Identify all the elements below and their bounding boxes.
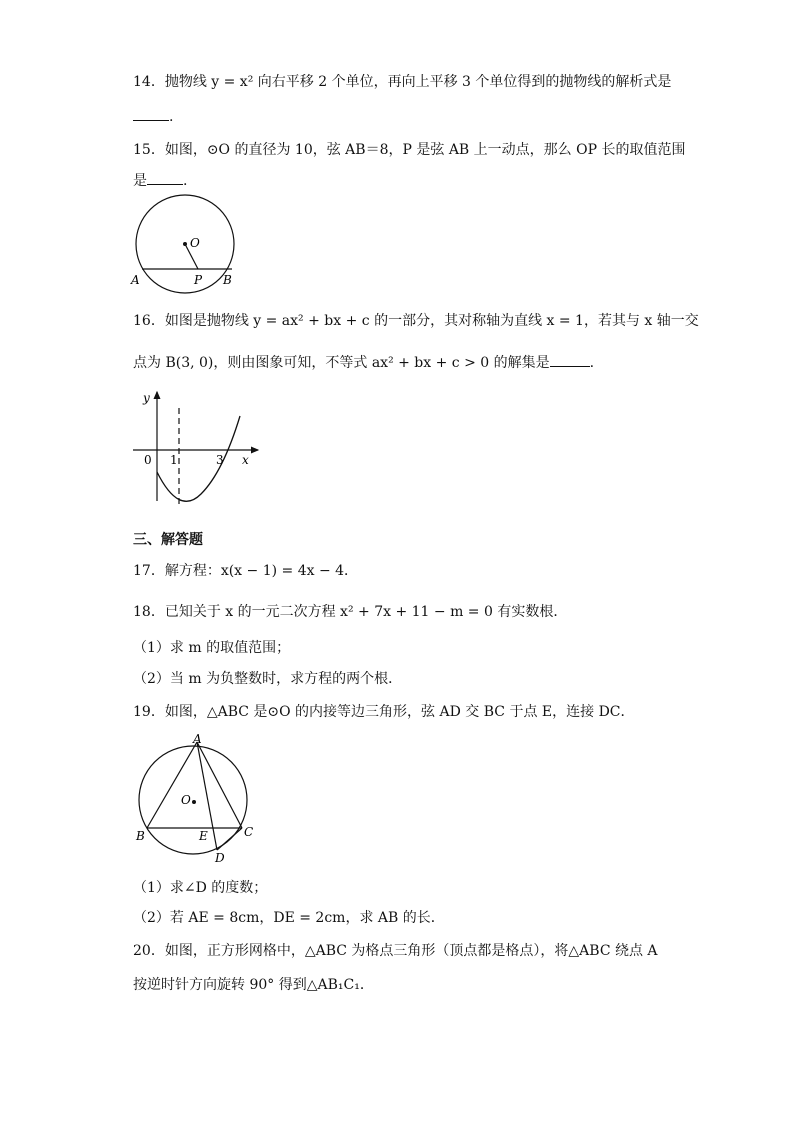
q19-line1: 19．如图，△ABC 是⊙O 的内接等边三角形，弦 AD 交 BC 于点 E，连接 DC． <box>133 704 635 720</box>
q14-answer-blank[interactable] <box>133 108 169 121</box>
q16-label-x: x <box>242 453 249 467</box>
q14-line2 <box>133 108 173 126</box>
q16-label-one: 1 <box>170 453 178 467</box>
q15-center-dot <box>183 242 187 246</box>
q19-label-b: B <box>136 829 145 843</box>
q18-part1: （1）求 m 的取值范围； <box>133 640 291 656</box>
q19-label-e: E <box>199 829 208 843</box>
q19-center-dot <box>192 800 196 804</box>
q19-label-d: D <box>215 851 225 865</box>
q18-part2: （2）当 m 为负整数时，求方程的两个根． <box>133 671 403 687</box>
q15-circle-figure <box>128 192 244 296</box>
q15-answer-blank[interactable] <box>147 172 183 185</box>
q19-segment-dc <box>217 828 242 850</box>
q16-label-three: 3 <box>216 453 224 467</box>
q19-side-ab <box>147 742 197 828</box>
q15-line2-end: . <box>183 173 188 189</box>
q16-line2 <box>133 354 594 372</box>
q19-part1: （1）求∠D 的度数； <box>133 880 268 896</box>
q17-line1: 17．解方程：x(x − 1) = 4x − 4． <box>133 563 359 579</box>
q19-label-a: A <box>193 732 202 746</box>
q16-label-zero: 0 <box>144 453 152 467</box>
q15-line1: 15．如图，⊙O 的直径为 10，弦 AB＝8，P 是弦 AB 上一动点，那么 OP 长的取值范围 <box>133 142 686 158</box>
q20-line2: 按逆时针方向旋转 90° 得到△AB₁C₁． <box>133 977 374 993</box>
q15-label-p: P <box>194 273 203 287</box>
q16-line2-start: 点为 B(3, 0)，则由图象可知，不等式 ax² + bx + c > 0 的解集是 <box>133 355 550 371</box>
q20-line1: 20．如图，正方形网格中，△ABC 为格点三角形（顶点都是格点），将△ABC 绕点 A <box>133 943 658 959</box>
q16-line1: 16．如图是抛物线 y = ax² + bx + c 的一部分，其对称轴为直线 x = 1，若其与 x 轴一交 <box>133 313 699 329</box>
q15-label-a: A <box>131 273 140 287</box>
q16-line2-end: . <box>589 355 595 371</box>
section-heading: 三、解答题 <box>133 532 203 548</box>
q18-line1: 18．已知关于 x 的一元二次方程 x² + 7x + 11 − m = 0 有实数根． <box>133 604 568 620</box>
q15-label-b: B <box>223 273 232 287</box>
q16-label-y: y <box>143 391 150 405</box>
q16-answer-blank[interactable] <box>550 354 590 367</box>
q19-part2: （2）若 AE = 8cm，DE = 2cm，求 AB 的长． <box>133 910 445 926</box>
q14-line1: 14．抛物线 y = x² 向右平移 2 个单位，再向上平移 3 个单位得到的抛物线的解析式是 <box>133 74 672 90</box>
q14-line2-end: . <box>169 109 174 125</box>
q19-label-o: O <box>181 793 191 807</box>
q19-circle-figure <box>130 730 264 866</box>
q16-parabola-figure <box>130 386 262 506</box>
q15-label-o: O <box>190 236 200 250</box>
q19-label-c: C <box>244 825 254 839</box>
q15-line2 <box>133 172 187 190</box>
q19-side-ac <box>197 742 242 828</box>
q15-line2-start: 是 <box>133 173 147 189</box>
